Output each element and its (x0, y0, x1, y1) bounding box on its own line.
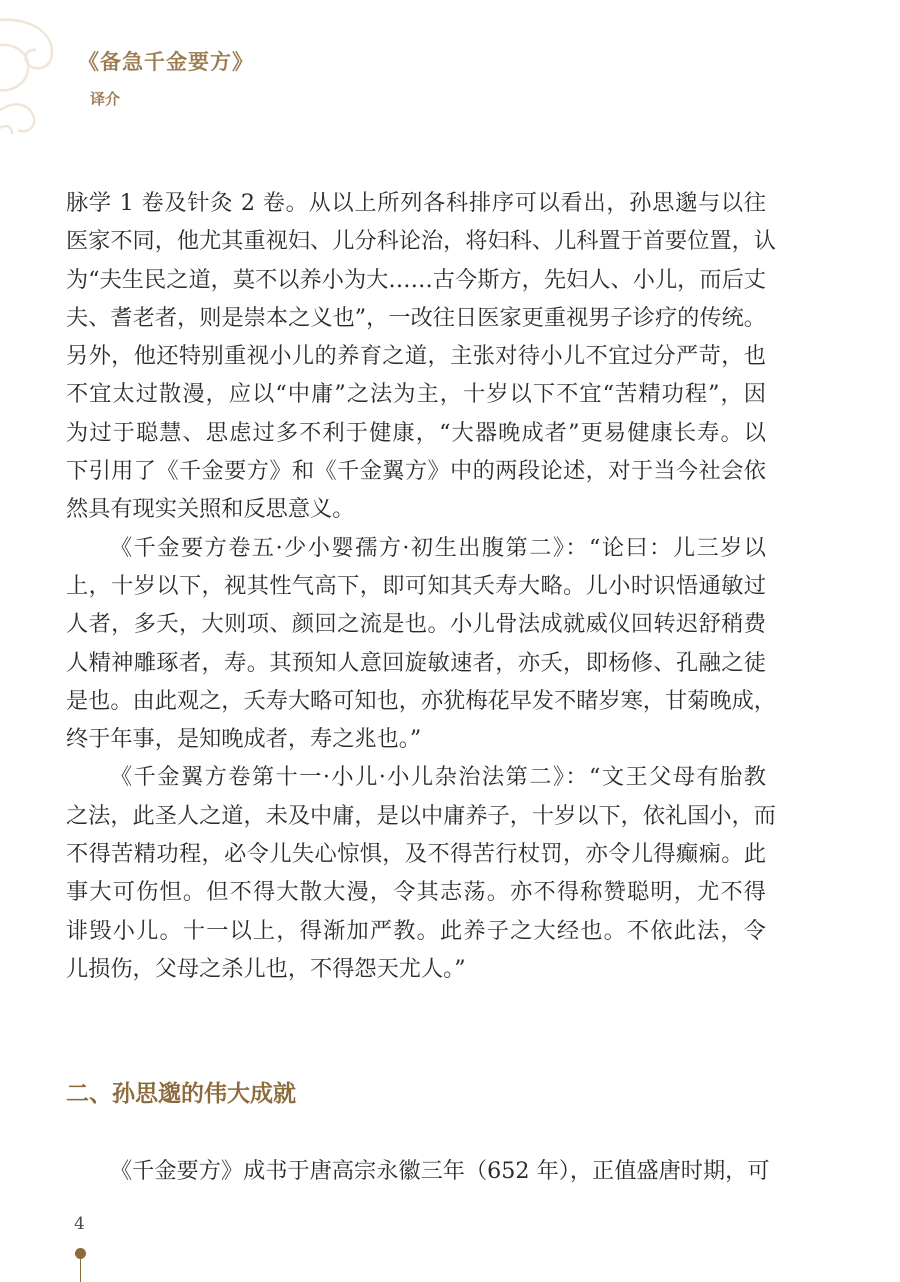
section-body-text (66, 1152, 770, 1190)
text-line: 儿损伤，父母之杀儿也，不得怨天尤人。” (66, 955, 466, 982)
text-line: 人者，多夭，大则项、颜回之流是也。小儿骨法成就威仪回转迟舒稍费 (66, 611, 766, 638)
text-line: 诽毁小儿。十一以上，得渐加严教。此养子之大经也。不依此法，令 (66, 917, 766, 944)
text-line: 人精神雕琢者，寿。其预知人意回旋敏速者，亦夭，即杨修、孔融之徒 (66, 649, 766, 676)
text-line: 之法，此圣人之道，未及中庸，是以中庸养子，十岁以下，依礼国小，而 (66, 802, 776, 829)
text-line: 《千金要方》成书于唐高宗永徽三年（652 年），正值盛唐时期，可 (110, 1158, 770, 1184)
text-line: 脉学 1 卷及针灸 2 卷。从以上所列各科排序可以看出，孙思邈与以往 (66, 190, 766, 216)
paragraph-2-quote-qianjin-yaofang (66, 529, 776, 759)
text-line: 不得苦精功程，必令儿失心惊惧，及不得苦行杖罚，亦令儿得癫痫。此 (66, 841, 766, 868)
corner-cloud-ornament (0, 0, 90, 140)
text-line: 上，十岁以下，视其性气高下，即可知其夭寿大略。儿小时识悟通敏过 (66, 572, 766, 599)
page-number: 4 (74, 1214, 85, 1234)
section-heading: 二、孙思邈的伟大成就 (66, 1081, 296, 1107)
text-line: 为过于聪慧、思虑过多不利于健康，“大器晚成者”更易健康长寿。以 (66, 419, 766, 446)
text-line: 事大可伤怛。但不得大散大漫，令其志荡。亦不得称赞聪明，尤不得 (66, 879, 766, 906)
paragraph-3-quote-qianjin-yifang (66, 758, 776, 988)
body-text (66, 184, 776, 988)
paragraph-4 (66, 1152, 770, 1190)
text-line: 《千金翼方卷第十一·小儿·小儿杂治法第二》：“文王父母有胎教 (110, 764, 766, 791)
text-line: 为“夫生民之道，莫不以养小为大……古今斯方，先妇人、小儿，而后丈 (66, 266, 766, 293)
text-line: 夫、耆老者，则是崇本之义也”，一改往日医家更重视男子诊疗的传统。 (66, 304, 766, 331)
text-line: 下引用了《千金要方》和《千金翼方》中的两段论述，对于当今社会依 (66, 458, 766, 485)
text-line: 终于年事，是知晚成者，寿之兆也。” (66, 726, 422, 753)
text-line: 不宜太过散漫，应以“中庸”之法为主，十岁以下不宜“苦精功程”，因 (66, 381, 766, 408)
running-header-book-title: 《备急千金要方》 (78, 50, 254, 74)
text-line: 然具有现实关照和反思意义。 (66, 496, 355, 523)
paragraph-1 (66, 184, 776, 529)
text-line: 是也。由此观之，夭寿大略可知也，亦犹梅花早发不睹岁寒，甘菊晚成， (66, 687, 776, 714)
page-marker-dot (75, 1248, 86, 1259)
page-marker-rule (80, 1259, 81, 1282)
running-header-section-label: 译介 (90, 90, 121, 108)
text-line: 医家不同，他尤其重视妇、儿分科论治，将妇科、儿科置于首要位置，认 (66, 228, 776, 255)
text-line: 《千金要方卷五·少小婴孺方·初生出腹第二》：“论曰：儿三岁以 (110, 534, 766, 561)
text-line: 另外，他还特别重视小儿的养育之道，主张对待小儿不宜过分严苛，也 (66, 343, 766, 370)
